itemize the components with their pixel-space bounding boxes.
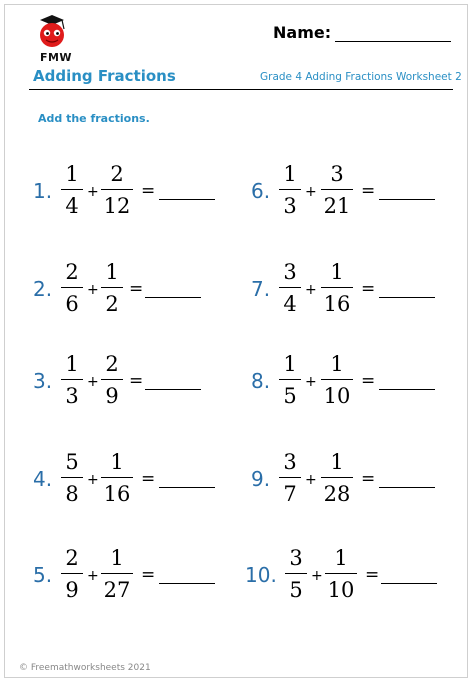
equals-sign: = xyxy=(129,279,144,299)
answer-line[interactable] xyxy=(379,487,435,488)
fraction-bar xyxy=(61,189,83,190)
plus-sign: + xyxy=(305,374,317,390)
logo-text: FMW xyxy=(39,51,73,64)
fraction-bar xyxy=(101,477,133,478)
numerator: 3 xyxy=(330,162,344,186)
fraction-a xyxy=(61,449,83,507)
fraction-b xyxy=(321,449,353,507)
header-divider xyxy=(29,89,453,90)
worksheet xyxy=(4,4,468,678)
fraction-b xyxy=(101,351,123,409)
fraction-bar xyxy=(101,189,133,190)
plus-sign: + xyxy=(305,472,317,488)
plus-sign: + xyxy=(87,568,99,584)
fraction-a xyxy=(279,259,301,317)
denominator: 9 xyxy=(65,578,79,602)
equals-sign: = xyxy=(129,371,144,391)
denominator: 9 xyxy=(105,384,119,408)
plus-sign: + xyxy=(305,184,317,200)
answer-line[interactable] xyxy=(379,389,435,390)
problem-number: 8. xyxy=(251,369,271,393)
fraction-b xyxy=(101,259,123,317)
fraction-bar xyxy=(279,379,301,380)
equals-sign: = xyxy=(141,181,156,201)
equals-sign: = xyxy=(361,469,376,489)
problem-4 xyxy=(33,449,233,519)
plus-sign: + xyxy=(311,568,323,584)
numerator: 2 xyxy=(65,260,79,284)
name-label: Name: xyxy=(273,23,332,42)
denominator: 3 xyxy=(283,194,297,218)
fraction-bar xyxy=(279,189,301,190)
plus-sign: + xyxy=(87,184,99,200)
denominator: 5 xyxy=(283,384,297,408)
numerator: 3 xyxy=(283,260,297,284)
numerator: 1 xyxy=(283,162,297,186)
denominator: 4 xyxy=(65,194,79,218)
numerator: 2 xyxy=(65,546,79,570)
fraction-bar xyxy=(101,287,123,288)
numerator: 1 xyxy=(110,546,124,570)
answer-line[interactable] xyxy=(145,297,201,298)
fraction-bar xyxy=(101,573,133,574)
problem-number: 3. xyxy=(33,369,53,393)
fraction-a xyxy=(279,161,301,219)
denominator: 21 xyxy=(323,194,351,218)
denominator: 12 xyxy=(103,194,131,218)
answer-line[interactable] xyxy=(145,389,201,390)
problem-number: 10. xyxy=(245,563,277,587)
plus-sign: + xyxy=(87,374,99,390)
numerator: 1 xyxy=(330,260,344,284)
numerator: 1 xyxy=(65,162,79,186)
equals-sign: = xyxy=(141,565,156,585)
fraction-b xyxy=(101,449,133,507)
answer-line[interactable] xyxy=(159,583,215,584)
problem-number: 7. xyxy=(251,277,271,301)
equals-sign: = xyxy=(361,181,376,201)
fraction-b xyxy=(101,161,133,219)
numerator: 1 xyxy=(330,450,344,474)
fraction-b xyxy=(321,161,353,219)
numerator: 2 xyxy=(105,352,119,376)
numerator: 2 xyxy=(110,162,124,186)
numerator: 1 xyxy=(334,546,348,570)
denominator: 8 xyxy=(65,482,79,506)
problem-10 xyxy=(245,545,461,615)
equals-sign: = xyxy=(361,371,376,391)
problem-number: 5. xyxy=(33,563,53,587)
fraction-bar xyxy=(61,477,83,478)
plus-sign: + xyxy=(305,282,317,298)
denominator: 28 xyxy=(323,482,351,506)
problem-number: 6. xyxy=(251,179,271,203)
fraction-b xyxy=(325,545,357,603)
equals-sign: = xyxy=(141,469,156,489)
numerator: 1 xyxy=(110,450,124,474)
copyright-footer: © Freemathworksheets 2021 xyxy=(19,663,151,673)
problem-7 xyxy=(251,259,461,329)
problem-2 xyxy=(33,259,233,329)
answer-line[interactable] xyxy=(379,297,435,298)
denominator: 16 xyxy=(103,482,131,506)
fraction-bar xyxy=(321,477,353,478)
plus-sign: + xyxy=(87,472,99,488)
denominator: 27 xyxy=(103,578,131,602)
worksheet-title: Adding Fractions xyxy=(33,67,176,85)
fraction-bar xyxy=(279,287,301,288)
fraction-b xyxy=(321,259,353,317)
numerator: 3 xyxy=(283,450,297,474)
fraction-a xyxy=(279,351,301,409)
instruction: Add the fractions. xyxy=(38,112,150,125)
fraction-bar xyxy=(61,287,83,288)
problem-8 xyxy=(251,351,461,421)
fraction-b xyxy=(321,351,353,409)
problem-1 xyxy=(33,161,233,231)
name-field-line[interactable] xyxy=(335,41,451,42)
denominator: 10 xyxy=(327,578,355,602)
worksheet-subtitle: Grade 4 Adding Fractions Worksheet 2 xyxy=(260,71,462,83)
fraction-b xyxy=(101,545,133,603)
problem-6 xyxy=(251,161,461,231)
fraction-a xyxy=(279,449,301,507)
numerator: 1 xyxy=(105,260,119,284)
problem-9 xyxy=(251,449,461,519)
fraction-bar xyxy=(279,477,301,478)
denominator: 3 xyxy=(65,384,79,408)
answer-line[interactable] xyxy=(159,199,215,200)
problem-number: 1. xyxy=(33,179,53,203)
numerator: 1 xyxy=(283,352,297,376)
numerator: 5 xyxy=(65,450,79,474)
denominator: 16 xyxy=(323,292,351,316)
problem-number: 9. xyxy=(251,467,271,491)
numerator: 3 xyxy=(289,546,303,570)
answer-line[interactable] xyxy=(159,487,215,488)
owl-mascot-icon xyxy=(33,15,71,49)
numerator: 1 xyxy=(65,352,79,376)
problem-number: 2. xyxy=(33,277,53,301)
fraction-bar xyxy=(325,573,357,574)
fraction-bar xyxy=(321,287,353,288)
problem-3 xyxy=(33,351,233,421)
fraction-bar xyxy=(61,573,83,574)
numerator: 1 xyxy=(330,352,344,376)
problem-5 xyxy=(33,545,233,615)
fraction-bar xyxy=(321,189,353,190)
fraction-a xyxy=(61,161,83,219)
denominator: 2 xyxy=(105,292,119,316)
denominator: 10 xyxy=(323,384,351,408)
fraction-a xyxy=(285,545,307,603)
fraction-a xyxy=(61,259,83,317)
fmw-logo xyxy=(33,15,73,64)
equals-sign: = xyxy=(361,279,376,299)
fraction-bar xyxy=(321,379,353,380)
denominator: 6 xyxy=(65,292,79,316)
plus-sign: + xyxy=(87,282,99,298)
fraction-bar xyxy=(285,573,307,574)
denominator: 5 xyxy=(289,578,303,602)
fraction-bar xyxy=(61,379,83,380)
denominator: 7 xyxy=(283,482,297,506)
fraction-a xyxy=(61,351,83,409)
fraction-a xyxy=(61,545,83,603)
equals-sign: = xyxy=(365,565,380,585)
answer-line[interactable] xyxy=(381,583,437,584)
problem-number: 4. xyxy=(33,467,53,491)
answer-line[interactable] xyxy=(379,199,435,200)
denominator: 4 xyxy=(283,292,297,316)
fraction-bar xyxy=(101,379,123,380)
